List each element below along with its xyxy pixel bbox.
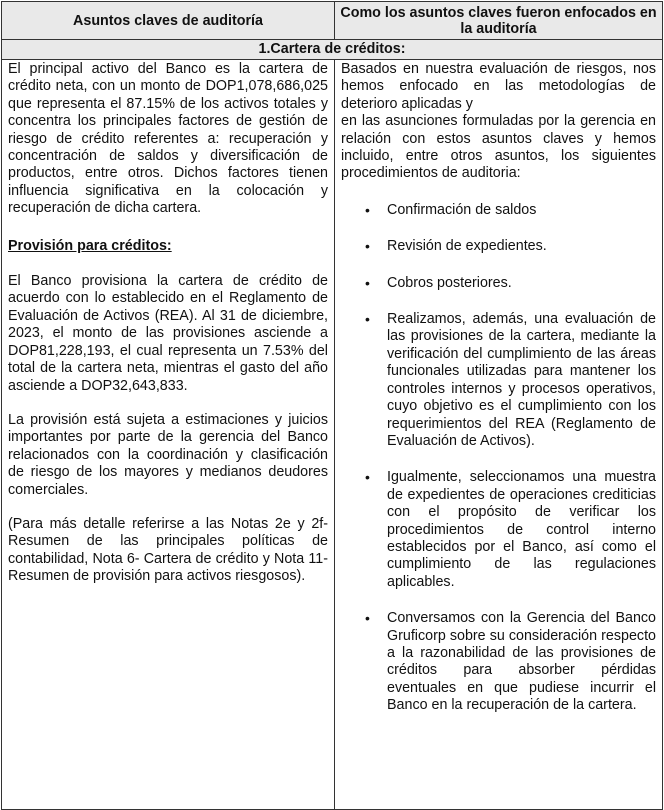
key-audit-matters-table	[1, 1, 663, 810]
bullet-icon: •	[365, 610, 370, 627]
list-item	[365, 274, 656, 292]
provision-heading: Provisión para créditos:	[8, 237, 172, 254]
bullet-icon: •	[365, 311, 370, 328]
provision-paragraph-2: La provisión está sujeta a estimaciones y juicios importantes por parte de la gerencia del Banco relacionados con la coordinación y clasificación de riesgo de los mayores y medianos deudores comerciales.	[8, 411, 328, 498]
procedure-text: Realizamos, además, una evaluación de las provisiones de la cartera, mediante la verificación del cumplimiento de las áreas funcionales utilizadas para mantener los controles internos y procesos operativos, cuyo objetivo es el cumplimiento con los requerimientos del REA (Reglamento de Evaluación de Activos).	[387, 311, 656, 449]
header-how-addressed: Como los asuntos claves fueron enfocados en la auditoría	[335, 2, 663, 40]
right-intro-line-1: Basados en nuestra evaluación de riesgos, nos hemos enfocado en las metodologías de deterioro aplicadas y	[341, 61, 656, 112]
list-item	[365, 201, 656, 219]
bullet-icon: •	[365, 201, 370, 218]
procedure-text: Conversamos con la Gerencia del Banco Gruficorp sobre su consideración respecto a la razonabilidad de las provisiones de créditos para absorber pérdidas eventuales en que pudiese incurrir el Banco en la recuperación de la cartera.	[387, 610, 656, 714]
audit-procedures-list	[341, 202, 656, 715]
provision-paragraph-1: El Banco provisiona la cartera de crédito de acuerdo con lo establecido en el Reglamento de Evaluación de Activos (REA). Al 31 de diciembre, 2023, el monto de las provisiones asciende a DOP81,228,193, el cual representa un 7.53% del total de la cartera neta, mientras el gasto del año asciende a DOP32,643,833.	[8, 273, 328, 394]
procedure-text: Revisión de expedientes.	[387, 238, 547, 255]
section-title: 1.Cartera de créditos:	[2, 40, 663, 60]
section-row	[2, 40, 663, 60]
procedure-text: Confirmación de saldos	[387, 201, 537, 218]
bullet-icon: •	[365, 469, 370, 486]
bullet-icon: •	[365, 238, 370, 255]
list-item	[365, 469, 656, 591]
list-item	[365, 610, 656, 714]
left-intro-paragraph: El principal activo del Banco es la cartera de crédito neta, con un monto de DOP1,078,686,025 que representa el 87.15% de los activos totales y concentra los principales factores de gestión de riesgo de crédito referentes a: recuperación y concentración de saldos y diversificación de productos, entre otros. Dichos factores tienen influencia significativa en la colocación y recuperación de dicha cartera.	[8, 61, 328, 217]
right-column	[335, 60, 663, 810]
list-item	[365, 311, 656, 450]
procedure-text: Igualmente, seleccionamos una muestra de expedientes de operaciones crediticias con el propósito de verificar los procedimientos de control interno establecidos por el Banco, así como el cumplimiento de las regulaciones aplicables.	[387, 469, 656, 590]
notes-reference-paragraph: (Para más detalle referirse a las Notas 2e y 2f-Resumen de las principales políticas de contabilidad, Nota 6- Cartera de crédito y Nota 11-Resumen de provisión para activos riesgosos).	[8, 515, 328, 585]
bullet-icon: •	[365, 274, 370, 291]
header-key-audit-matters: Asuntos claves de auditoría	[2, 2, 335, 40]
content-row	[2, 60, 663, 810]
table-header-row	[2, 2, 663, 40]
left-column	[2, 60, 335, 810]
procedure-text: Cobros posteriores.	[387, 274, 512, 291]
right-intro-line-2: en las asunciones formuladas por la gerencia en relación con estos asuntos claves y hemos incluido, entre otros asuntos, los siguientes procedimientos de auditoria:	[341, 113, 656, 182]
list-item	[365, 238, 656, 255]
